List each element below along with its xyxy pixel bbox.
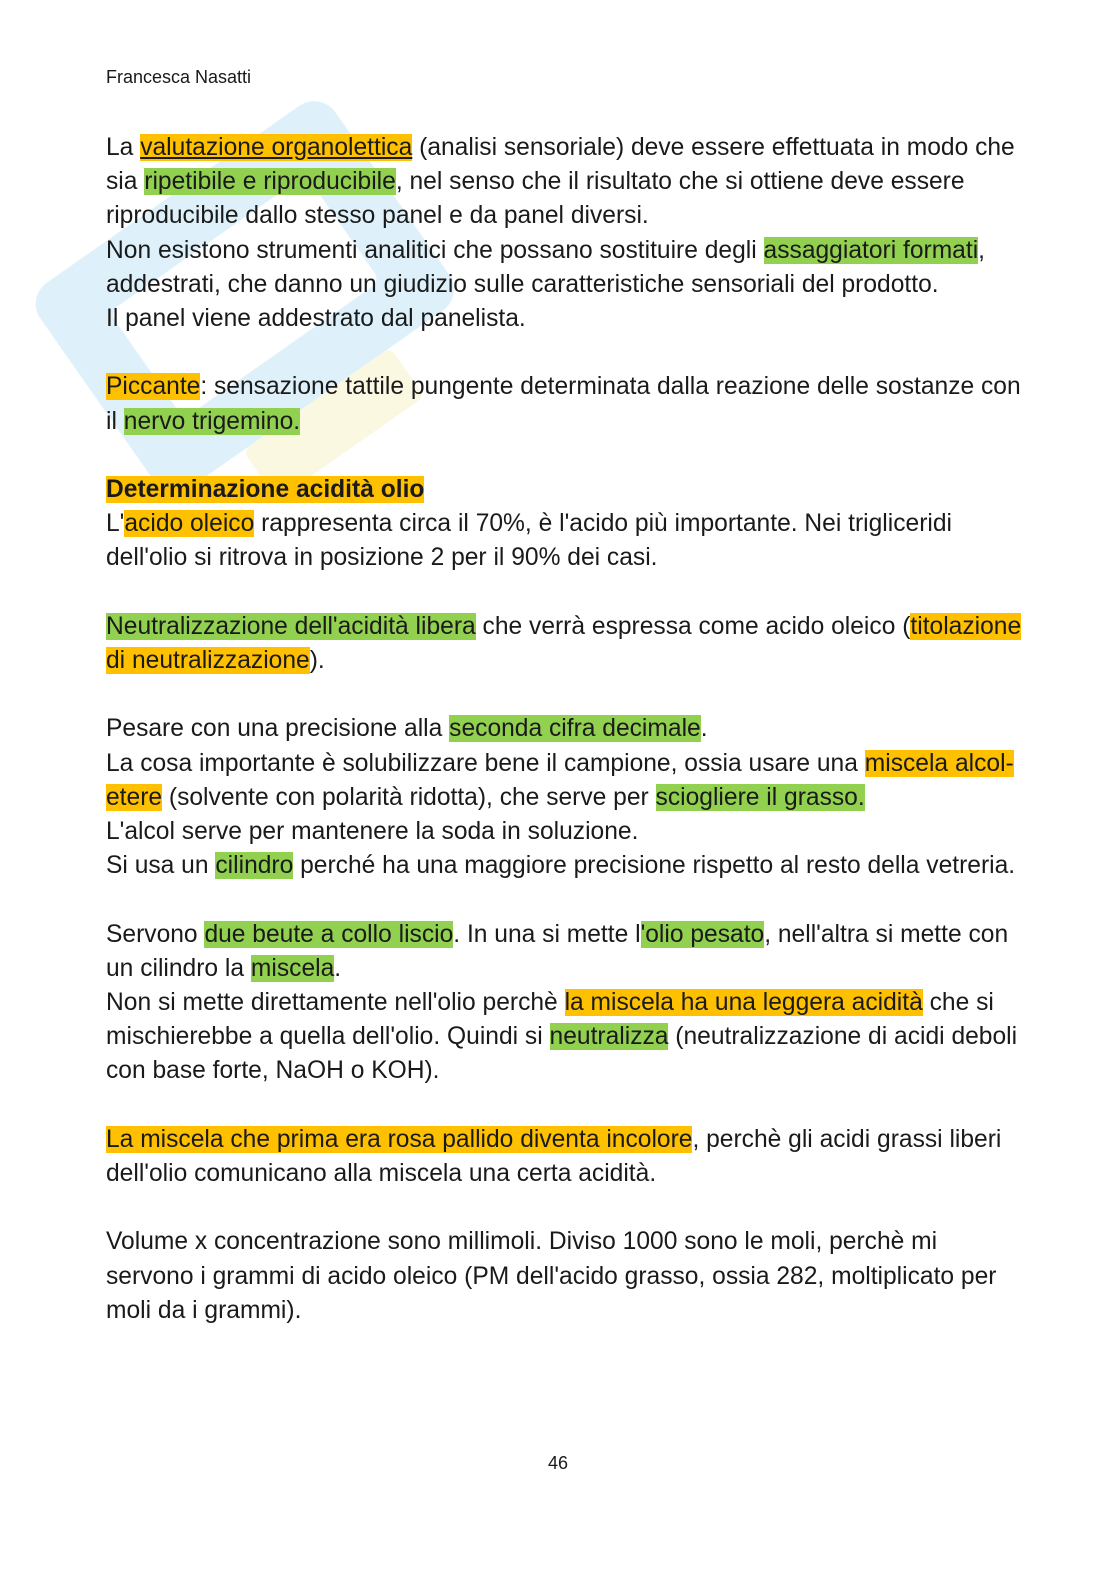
highlight-titolazione: titolazione di neutralizzazione xyxy=(106,612,1022,674)
page-header-author: Francesca Nasatti xyxy=(106,67,252,87)
highlight-seconda-cifra: seconda cifra decimale xyxy=(449,715,701,743)
paragraph-4: Piccante: sensazione tattile pungente determinata dalla reazione delle sostanze con il nervo trigemino. xyxy=(106,373,1021,435)
highlight-due-beute: due beute a collo liscio xyxy=(204,920,454,948)
paragraph-7: Neutralizzazione dell'acidità libera che verrà espressa come acido oleico (titolazione di neutralizzazione). xyxy=(106,612,1022,674)
paragraph-10: L'alcol serve per mantenere la soda in soluzione. xyxy=(106,818,639,845)
highlight-neutralizzazione: Neutralizzazione dell'acidità libera xyxy=(106,612,476,640)
paragraph-9: La cosa importante è solubilizzare bene il campione, ossia usare una miscela alcol-etere (solvente con polarità ridotta), che serve per sciogliere il grasso. xyxy=(106,749,1014,811)
highlight-valutazione-organolettica: valutazione organolettica xyxy=(140,134,413,161)
highlight-ripetibile: ripetibile e riproducibile xyxy=(144,168,396,196)
paragraph-15: Volume x concentrazione sono millimoli. Diviso 1000 sono le moli, perchè mi servono i grammi di acido oleico (PM dell'acido grasso, ossia 282, moltiplicato per moli da i grammi). xyxy=(106,1228,997,1324)
highlight-cilindro: cilindro xyxy=(215,852,294,880)
document-body xyxy=(106,131,1026,1328)
highlight-sciogliere-grasso: sciogliere il grasso. xyxy=(655,783,865,811)
section-heading: Determinazione acidità olio xyxy=(106,476,425,503)
paragraph-3: Il panel viene addestrato dal panelista. xyxy=(106,305,526,333)
paragraph-1: La valutazione organolettica (analisi sensoriale) deve essere effettuata in modo che sia ripetibile e riproducibile, nel senso che il risultato che si ottiene deve essere riproducibile dallo stesso panel e da panel diversi. xyxy=(106,134,1015,230)
highlight-neutralizza: neutralizza xyxy=(549,1023,669,1051)
paragraph-13: Non si mette direttamente nell'olio perchè la miscela ha una leggera acidità che si mischierebbe a quella dell'olio. Quindi si neutralizza (neutralizzazione di acidi deboli con base forte, NaOH o KOH). xyxy=(106,989,1018,1085)
highlight-miscela-alcol-etere: miscela alcol-etere xyxy=(106,749,1014,811)
paragraph-12: Servono due beute a collo liscio. In una si mette l'olio pesato, nell'altra si mette con un cilindro la miscela. xyxy=(106,920,1009,982)
highlight-miscela: miscela xyxy=(250,954,335,982)
highlight-acido-oleico: acido oleico xyxy=(124,510,255,538)
paragraph-14: La miscela che prima era rosa pallido diventa incolore, perchè gli acidi grassi liberi dell'olio comunicano alla miscela una certa acidità. xyxy=(106,1125,1002,1187)
highlight-olio-pesato: 'olio pesato xyxy=(640,920,765,948)
highlight-assaggiatori: assaggiatori formati xyxy=(763,236,979,264)
highlight-nervo-trigemino: nervo trigemino. xyxy=(123,407,301,435)
highlight-piccante: Piccante xyxy=(106,373,201,401)
paragraph-6: L'acido oleico rappresenta circa il 70%, è l'acido più importante. Nei trigliceridi dell'olio si ritrova in posizione 2 per il 90% dei casi. xyxy=(106,510,953,572)
paragraph-11: Si usa un cilindro perché ha una maggiore precisione rispetto al resto della vetreria. xyxy=(106,852,1016,880)
paragraph-2: Non esistono strumenti analitici che possano sostituire degli assaggiatori formati, addestrati, che danno un giudizio sulle caratteristiche sensoriali del prodotto. xyxy=(106,236,985,298)
page-number: 46 xyxy=(547,1453,569,1473)
highlight-rosa-incolore: La miscela che prima era rosa pallido diventa incolore xyxy=(106,1125,693,1153)
paragraph-8: Pesare con una precisione alla seconda cifra decimale. xyxy=(106,715,708,743)
highlight-leggera-acidita: la miscela ha una leggera acidità xyxy=(564,989,923,1016)
